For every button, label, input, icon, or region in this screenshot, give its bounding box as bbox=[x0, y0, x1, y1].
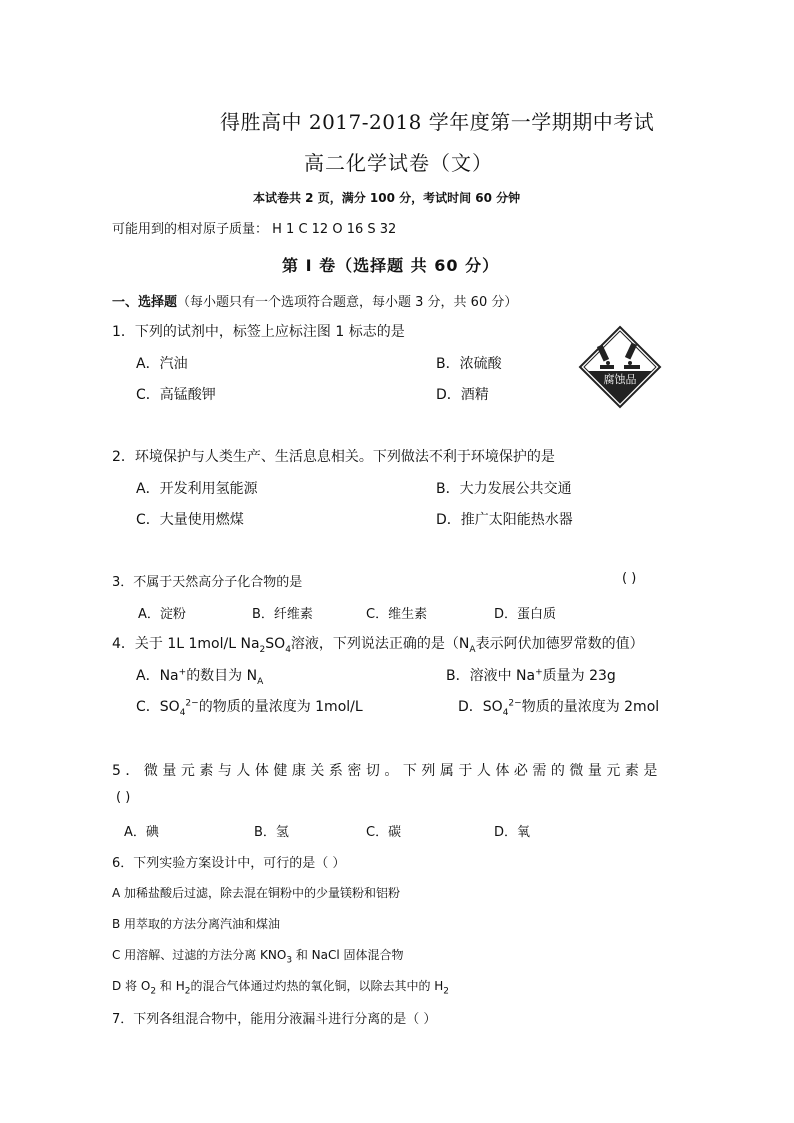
q5-answer-paren: ( ) bbox=[116, 790, 131, 805]
q5-option-d: D．氧 bbox=[494, 825, 531, 840]
instruction-text: （每小题只有一个选项符合题意，每小题 3 分，共 60 分） bbox=[177, 295, 518, 310]
q1-option-b: B．浓硫酸 bbox=[436, 356, 502, 372]
section-heading: 第 Ⅰ 卷（选择题 共 60 分） bbox=[282, 256, 500, 275]
exam-subtitle: 高二化学试卷（文） bbox=[304, 151, 493, 175]
exam-title: 得胜高中 2017-2018 学年度第一学期期中考试 bbox=[220, 110, 655, 134]
q3-option-b: B．纤维素 bbox=[252, 607, 313, 622]
q1-option-d: D．酒精 bbox=[436, 387, 489, 403]
corrosive-icon bbox=[578, 325, 662, 409]
q6-option-d: D 将 $O_2$ 和 $H_2$的混合气体通过灼热的氧化铜，以除去其中的 $H_2$ bbox=[112, 979, 450, 997]
instruction-label: 一、选择题 bbox=[112, 295, 178, 310]
q3-answer-paren: ( ) bbox=[622, 571, 637, 586]
q3-option-c: C．维生素 bbox=[366, 607, 428, 622]
q4-option-c: C．$SO_4^{2-}$的物质的量浓度为 1mol/L bbox=[136, 698, 363, 718]
q6-stem: 6．下列实验方案设计中，可行的是（ ） bbox=[112, 856, 346, 871]
q5-stem: 5．微量元素与人体健康关系密切。下列属于人体必需的微量元素是 bbox=[112, 763, 662, 779]
q5-option-a: A．碘 bbox=[124, 825, 159, 840]
q1-stem: 1．下列的试剂中，标签上应标注图 1 标志的是 bbox=[112, 324, 405, 340]
q4-option-b: B．溶液中 Na+质量为 23g bbox=[446, 667, 616, 684]
q6-option-a: A 加稀盐酸后过滤，除去混在铜粉中的少量镁粉和铝粉 bbox=[112, 886, 401, 900]
q2-stem: 2．环境保护与人类生产、生活息息相关。下列做法不利于环境保护的是 bbox=[112, 449, 555, 465]
q2-option-b: B．大力发展公共交通 bbox=[436, 481, 572, 497]
q3-option-a: A．淀粉 bbox=[138, 607, 186, 622]
q5-option-b: B．氢 bbox=[254, 825, 289, 840]
q2-option-a: A．开发利用氢能源 bbox=[136, 481, 258, 497]
q3-stem: 3．不属于天然高分子化合物的是 bbox=[112, 575, 303, 590]
q4-stem: 4．关于 1L 1mol/L $Na_2SO_4$溶液，下列说法正确的是（$N_A$表示阿伏加德罗常数的值） bbox=[112, 636, 644, 655]
section-instruction bbox=[112, 291, 517, 310]
q1-option-a: A．汽油 bbox=[136, 356, 188, 372]
corrosive-label: 腐蚀品 bbox=[603, 373, 637, 386]
q1-option-c: C．高锰酸钾 bbox=[136, 387, 216, 403]
q3-option-d: D．蛋白质 bbox=[494, 607, 557, 622]
atomic-mass-line: 可能用到的相对原子质量： H 1 C 12 O 16 S 32 bbox=[112, 222, 397, 237]
q6-option-c: C 用溶解、过滤的方法分离 $KNO_3$ 和 NaCl 固体混合物 bbox=[112, 948, 404, 966]
exam-info: 本试卷共 2 页，满分 100 分，考试时间 60 分钟 bbox=[253, 191, 521, 205]
q2-option-d: D．推广太阳能热水器 bbox=[436, 512, 573, 528]
q5-option-c: C．碳 bbox=[366, 825, 402, 840]
q4-option-a: A．Na+的数目为 $N_A$ bbox=[136, 667, 264, 687]
q2-option-c: C．大量使用燃煤 bbox=[136, 512, 244, 528]
q4-option-d: D．$SO_4^{2-}$物质的量浓度为 2mol bbox=[458, 698, 660, 718]
q7-stem: 7．下列各组混合物中，能用分液漏斗进行分离的是（ ） bbox=[112, 1012, 437, 1027]
q6-option-b: B 用萃取的方法分离汽油和煤油 bbox=[112, 917, 281, 931]
